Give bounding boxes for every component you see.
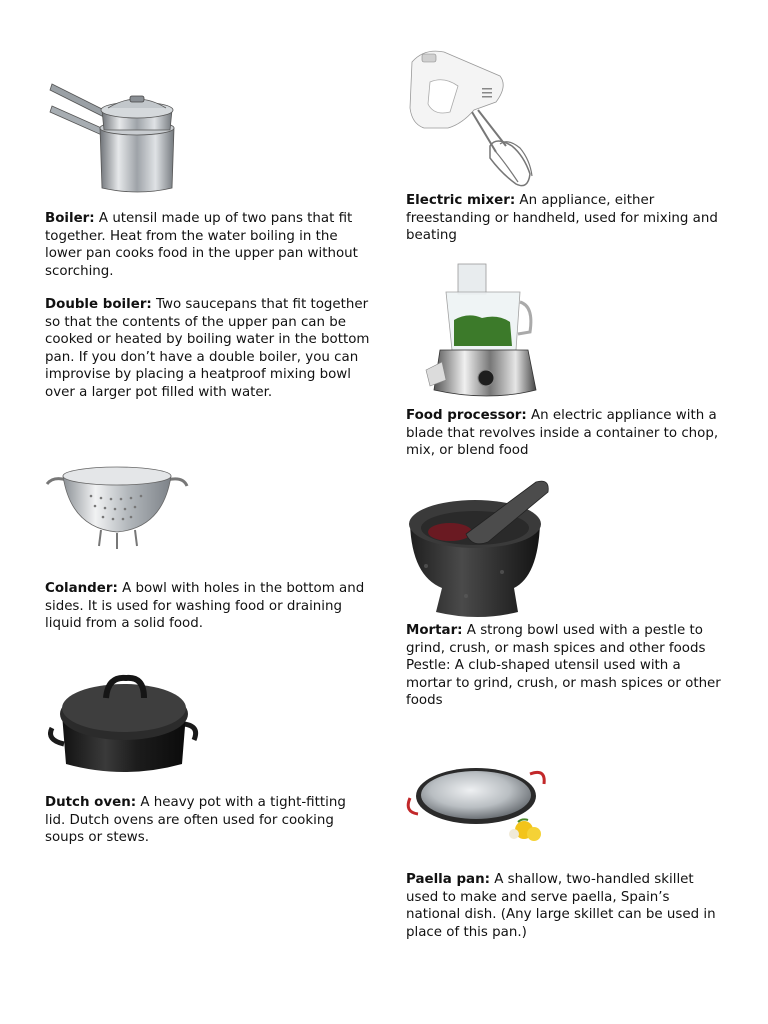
food-processor-photo xyxy=(424,262,548,404)
term-boiler: Boiler: xyxy=(45,211,95,226)
term-food-processor: Food processor: xyxy=(406,408,527,423)
definition-mortar: A strong bowl used with a pestle to grind, crush, or mash spices and other foods Pestle: A club-shaped utensil used with a mortar to grind, crush, or mash spices or other foods xyxy=(406,623,721,709)
definition-dutch-oven: A heavy pot with a tight-fitting lid. Dutch ovens are often used for cooking soups or stews. xyxy=(45,795,346,846)
term-mortar: Mortar: xyxy=(406,623,463,638)
entry-electric-mixer xyxy=(406,192,726,245)
term-colander: Colander: xyxy=(45,581,118,596)
entry-colander xyxy=(45,580,370,633)
entry-food-processor xyxy=(406,407,726,460)
definition-electric-mixer: An appliance, either freestanding or handheld, used for mixing and beating xyxy=(406,193,718,244)
definition-double-boiler: Two saucepans that fit together so that the contents of the upper pan can be cooked or heated by boiling water in the bottom pan. If you don’t have a double boiler, you can improvise by placing a heatproof mixing bowl over a larger pot filled with water. xyxy=(45,297,370,400)
double-boiler-photo xyxy=(48,76,180,196)
entry-mortar xyxy=(406,622,726,710)
definition-food-processor: An electric appliance with a blade that revolves inside a container to chop, mix, or blend food xyxy=(406,408,719,459)
definition-paella-pan: A shallow, two-handled skillet used to make and serve paella, Spain’s national dish. (Any large skillet can be used in place of this pan.) xyxy=(406,872,716,940)
entry-paella-pan xyxy=(406,871,726,941)
term-double-boiler: Double boiler: xyxy=(45,297,152,312)
hand-mixer-photo xyxy=(404,46,544,192)
term-paella-pan: Paella pan: xyxy=(406,872,490,887)
definition-boiler: A utensil made up of two pans that fit together. Heat from the water boiling in the lower pan cooks food in the upper pan without scorching. xyxy=(45,211,358,279)
entry-dutch-oven xyxy=(45,794,370,847)
dutch-oven-photo xyxy=(48,668,200,780)
entry-double-boiler xyxy=(45,296,370,402)
mortar-and-pestle-photo xyxy=(406,476,552,620)
term-dutch-oven: Dutch oven: xyxy=(45,795,137,810)
colander-photo xyxy=(45,462,190,552)
entry-boiler xyxy=(45,210,370,280)
term-electric-mixer: Electric mixer: xyxy=(406,193,516,208)
definition-colander: A bowl with holes in the bottom and sides. It is used for washing food or draining liquid from a solid food. xyxy=(45,581,365,632)
paella-pan-photo xyxy=(406,760,552,854)
